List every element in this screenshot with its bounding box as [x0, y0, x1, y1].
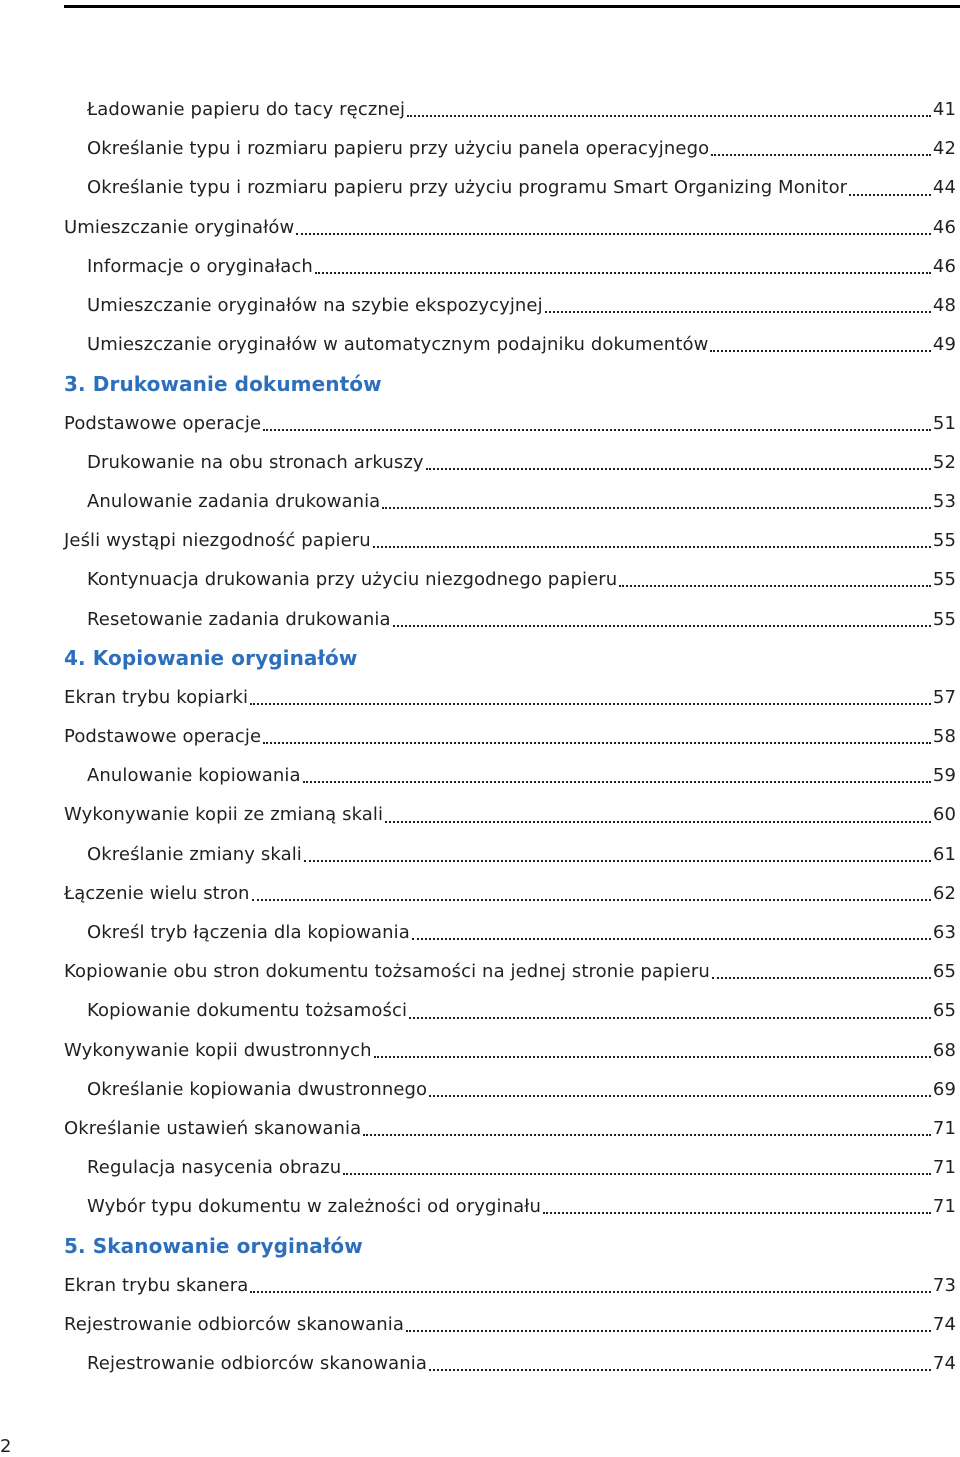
toc-entry-label: Określ tryb łączenia dla kopiowania: [87, 922, 410, 944]
toc-entry[interactable]: [64, 795, 956, 834]
toc-entry-label: Kopiowanie dokumentu tożsamości: [87, 1000, 408, 1022]
toc-entry-label: Rejestrowanie odbiorców skanowania: [87, 1353, 428, 1375]
dot-leader: [385, 820, 931, 823]
toc-page-number: 62: [932, 882, 956, 904]
toc-entry-label: Kopiowanie obu stron dokumentu tożsamości na jednej stronie papieru: [64, 961, 710, 983]
toc-page-number: 53: [932, 490, 956, 512]
dot-leader: [543, 1211, 931, 1214]
dot-leader: [393, 624, 931, 627]
toc-entry[interactable]: [64, 1266, 956, 1305]
toc-page-number: 69: [932, 1078, 956, 1100]
toc-page-number: 55: [932, 530, 956, 552]
toc-page-number: 71: [932, 1117, 956, 1139]
toc-subentry[interactable]: [64, 1070, 956, 1109]
toc-subentry[interactable]: [64, 913, 956, 952]
dot-leader: [250, 1290, 931, 1293]
toc-page-number: 60: [932, 804, 956, 826]
dot-leader: [429, 1094, 931, 1097]
toc-entry-label: Określanie ustawień skanowania: [64, 1117, 362, 1139]
toc-entry-label: Określanie zmiany skali: [87, 843, 302, 865]
dot-leader: [373, 545, 931, 548]
toc-page-number: 46: [932, 255, 956, 277]
dot-leader: [545, 310, 931, 313]
toc-entry-label: Anulowanie zadania drukowania: [87, 490, 381, 512]
toc-entry-label: Ekran trybu kopiarki: [64, 686, 249, 708]
toc-subentry[interactable]: [64, 756, 956, 795]
toc-subentry[interactable]: [64, 1344, 956, 1383]
chapter-heading-label: 5. Skanowanie oryginałów: [64, 1234, 363, 1259]
toc-subentry[interactable]: [64, 482, 956, 521]
toc-page-number: 71: [932, 1196, 956, 1218]
dot-leader: [849, 193, 931, 196]
toc-page-number: 44: [932, 177, 956, 199]
dot-leader: [296, 232, 931, 235]
toc-entry-label: Anulowanie kopiowania: [87, 765, 301, 787]
toc-entry-label: Łączenie wielu stron: [64, 882, 250, 904]
toc-subentry[interactable]: [64, 286, 956, 325]
dot-leader: [374, 1055, 931, 1058]
dot-leader: [343, 1172, 931, 1175]
toc-entry[interactable]: [64, 1305, 956, 1344]
toc-entry-label: Ładowanie papieru do tacy ręcznej: [87, 99, 406, 121]
toc-page-number: 65: [932, 961, 956, 983]
toc-page-number: 49: [932, 334, 956, 356]
header-rule: [64, 5, 960, 8]
toc-subentry[interactable]: [64, 443, 956, 482]
toc-subentry[interactable]: [64, 90, 956, 129]
dot-leader: [429, 1368, 931, 1371]
toc-page-number: 73: [932, 1274, 956, 1296]
dot-leader: [406, 1329, 931, 1332]
dot-leader: [252, 898, 931, 901]
toc-page-number: 55: [932, 608, 956, 630]
toc-entry-label: Rejestrowanie odbiorców skanowania: [64, 1313, 405, 1335]
toc-entry[interactable]: [64, 952, 956, 991]
dot-leader: [363, 1133, 931, 1136]
toc-page-number: 55: [932, 569, 956, 591]
toc-subentry[interactable]: [64, 247, 956, 286]
toc-page-number: 74: [932, 1313, 956, 1335]
toc-entry[interactable]: [64, 1109, 956, 1148]
dot-leader: [250, 702, 931, 705]
dot-leader: [263, 741, 931, 744]
toc-entry-label: Drukowanie na obu stronach arkuszy: [87, 451, 424, 473]
toc-page-number: 68: [932, 1039, 956, 1061]
toc-entry[interactable]: [64, 1031, 956, 1070]
toc-subentry[interactable]: [64, 325, 956, 364]
toc-subentry[interactable]: [64, 560, 956, 599]
dot-leader: [409, 1016, 931, 1019]
toc-page-number: 63: [932, 922, 956, 944]
toc-entry-label: Podstawowe operacje: [64, 412, 262, 434]
toc-entry-label: Umieszczanie oryginałów w automatycznym podajniku dokumentów: [87, 334, 709, 356]
dot-leader: [619, 584, 931, 587]
toc-subentry[interactable]: [64, 129, 956, 168]
toc-entry-label: Określanie typu i rozmiaru papieru przy użyciu programu Smart Organizing Monitor: [87, 177, 848, 199]
table-of-contents: [64, 90, 956, 1383]
toc-page-number: 74: [932, 1353, 956, 1375]
dot-leader: [407, 114, 931, 117]
toc-page-number: 48: [932, 295, 956, 317]
toc-page-number: 59: [932, 765, 956, 787]
dot-leader: [304, 859, 931, 862]
toc-page-number: 41: [932, 99, 956, 121]
toc-entry-label: Informacje o oryginałach: [87, 255, 313, 277]
toc-subentry[interactable]: [64, 1148, 956, 1187]
toc-entry[interactable]: [64, 521, 956, 560]
toc-page-number: 71: [932, 1157, 956, 1179]
dot-leader: [711, 153, 931, 156]
toc-page-number: 46: [932, 216, 956, 238]
toc-entry-label: Jeśli wystąpi niezgodność papieru: [64, 530, 371, 552]
dot-leader: [712, 976, 931, 979]
toc-page-number: 58: [932, 726, 956, 748]
toc-entry-label: Wybór typu dokumentu w zależności od oryginału: [87, 1196, 541, 1218]
toc-page-number: 61: [932, 843, 956, 865]
chapter-heading[interactable]: [64, 364, 956, 403]
chapter-heading[interactable]: [64, 1226, 956, 1265]
chapter-heading-label: 4. Kopiowanie oryginałów: [64, 646, 358, 671]
dot-leader: [315, 271, 931, 274]
toc-entry-label: Podstawowe operacje: [64, 726, 262, 748]
toc-page-number: 42: [932, 138, 956, 160]
toc-entry-label: Określanie kopiowania dwustronnego: [87, 1078, 428, 1100]
toc-subentry[interactable]: [64, 835, 956, 874]
toc-entry-label: Wykonywanie kopii ze zmianą skali: [64, 804, 384, 826]
dot-leader: [412, 937, 931, 940]
page-number: 2: [0, 1436, 12, 1457]
toc-entry-label: Umieszczanie oryginałów: [64, 216, 295, 238]
toc-entry-label: Resetowanie zadania drukowania: [87, 608, 391, 630]
toc-subentry[interactable]: [64, 168, 956, 207]
toc-subentry[interactable]: [64, 991, 956, 1030]
toc-entry[interactable]: [64, 678, 956, 717]
toc-entry[interactable]: [64, 208, 956, 247]
toc-page-number: 65: [932, 1000, 956, 1022]
toc-subentry[interactable]: [64, 599, 956, 638]
toc-page-number: 57: [932, 686, 956, 708]
toc-page-number: 52: [932, 451, 956, 473]
toc-page-number: 51: [932, 412, 956, 434]
toc-entry[interactable]: [64, 404, 956, 443]
dot-leader: [303, 780, 931, 783]
toc-subentry[interactable]: [64, 1187, 956, 1226]
toc-entry-label: Umieszczanie oryginałów na szybie ekspozycyjnej: [87, 295, 543, 317]
toc-entry[interactable]: [64, 874, 956, 913]
dot-leader: [426, 467, 931, 470]
dot-leader: [263, 428, 931, 431]
chapter-heading-label: 3. Drukowanie dokumentów: [64, 371, 382, 396]
dot-leader: [382, 506, 931, 509]
chapter-heading[interactable]: [64, 639, 956, 678]
toc-entry-label: Określanie typu i rozmiaru papieru przy użyciu panela operacyjnego: [87, 138, 710, 160]
toc-entry-label: Ekran trybu skanera: [64, 1274, 249, 1296]
toc-entry-label: Kontynuacja drukowania przy użyciu niezgodnego papieru: [87, 569, 618, 591]
toc-entry-label: Wykonywanie kopii dwustronnych: [64, 1039, 372, 1061]
toc-entry[interactable]: [64, 717, 956, 756]
dot-leader: [710, 349, 930, 352]
toc-entry-label: Regulacja nasycenia obrazu: [87, 1157, 342, 1179]
